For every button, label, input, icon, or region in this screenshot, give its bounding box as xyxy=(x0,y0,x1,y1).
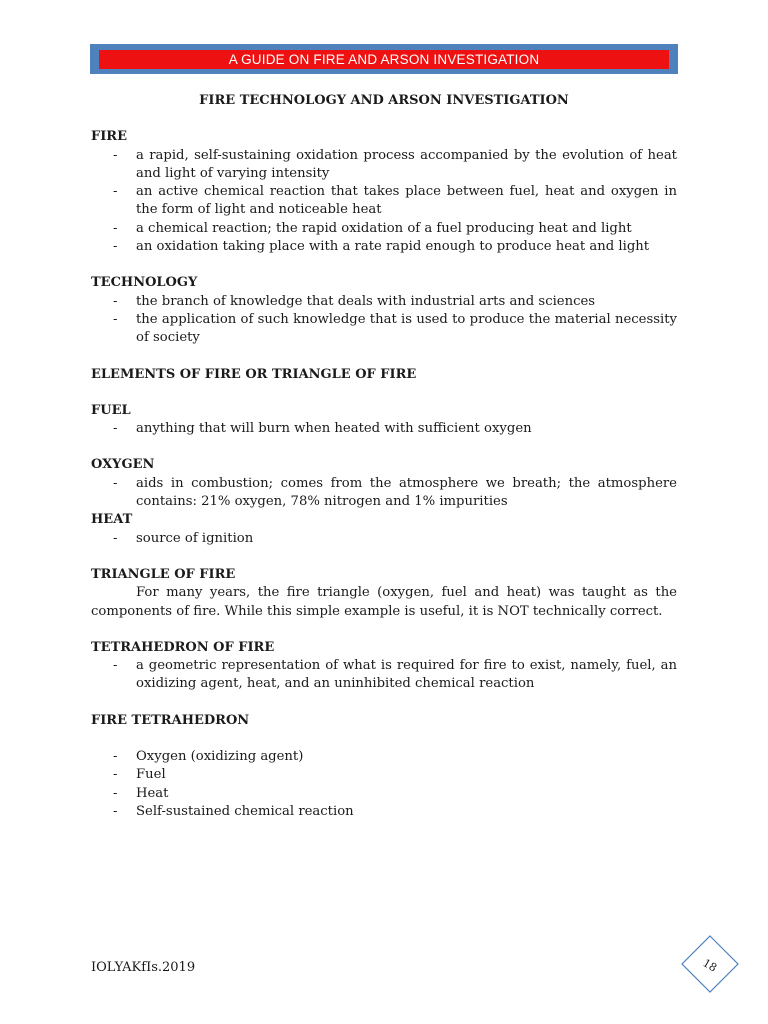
section-heading-tetrahedron: TETRAHEDRON OF FIRE xyxy=(91,639,275,655)
section-heading-fuel: FUEL xyxy=(91,402,131,418)
list-item: - an oxidation taking place with a rate rapid enough to produce heat and light xyxy=(91,238,677,256)
list-item: - a rapid, self-sustaining oxidation process accompanied by the evolution of heat and light of varying intensity xyxy=(91,147,677,184)
section-heading-fire-tetrahedron: FIRE TETRAHEDRON xyxy=(91,712,250,728)
section-heading-triangle: TRIANGLE OF FIRE xyxy=(91,566,236,582)
list-item: - anything that will burn when heated with sufficient oxygen xyxy=(91,420,677,438)
list-item: - aids in combustion; comes from the atmosphere we breath; the atmosphere contains: 21% oxygen, 78% nitrogen and 1% impurities xyxy=(91,475,677,512)
technology-definition-list xyxy=(91,293,677,348)
section-heading-fire: FIRE xyxy=(91,129,128,145)
header-banner xyxy=(90,44,678,74)
heat-list xyxy=(91,530,677,548)
list-item: - Self-sustained chemical reaction xyxy=(91,803,677,821)
oxygen-list xyxy=(91,475,677,512)
section-heading-oxygen: OXYGEN xyxy=(91,457,155,473)
fire-definition-list xyxy=(91,147,677,257)
document-body xyxy=(91,92,677,821)
list-item: - source of ignition xyxy=(91,530,677,548)
list-item: - the branch of knowledge that deals with industrial arts and sciences xyxy=(91,293,677,311)
list-item: - the application of such knowledge that is used to produce the material necessity of society xyxy=(91,311,677,348)
section-heading-elements: ELEMENTS OF FIRE OR TRIANGLE OF FIRE xyxy=(91,366,417,382)
list-item: - a geometric representation of what is required for fire to exist, namely, fuel, an oxidizing agent, heat, and an uninhibited chemical reaction xyxy=(91,657,677,694)
tetrahedron-list xyxy=(91,657,677,694)
list-item: - an active chemical reaction that takes place between fuel, heat and oxygen in the form of light and noticeable heat xyxy=(91,183,677,220)
page-number-badge xyxy=(678,932,742,996)
list-item: - Fuel xyxy=(91,766,677,784)
list-item: - a chemical reaction; the rapid oxidation of a fuel producing heat and light xyxy=(91,220,677,238)
fuel-list xyxy=(91,420,677,438)
section-heading-heat: HEAT xyxy=(91,512,133,528)
header-banner-text: A GUIDE ON FIRE AND ARSON INVESTIGATION xyxy=(99,50,669,69)
section-heading-technology: TECHNOLOGY xyxy=(91,275,198,291)
page-number: 18 xyxy=(700,956,720,975)
list-item: - Oxygen (oxidizing agent) xyxy=(91,748,677,766)
fire-tetrahedron-list xyxy=(91,748,677,821)
document-title: FIRE TECHNOLOGY AND ARSON INVESTIGATION xyxy=(199,93,569,108)
footer-text: IOLYAKfIs.2019 xyxy=(91,960,196,975)
list-item: - Heat xyxy=(91,785,677,803)
triangle-paragraph: For many years, the fire triangle (oxygen, fuel and heat) was taught as the components of fire. While this simple example is useful, it is NOT technically correct. xyxy=(91,585,677,619)
